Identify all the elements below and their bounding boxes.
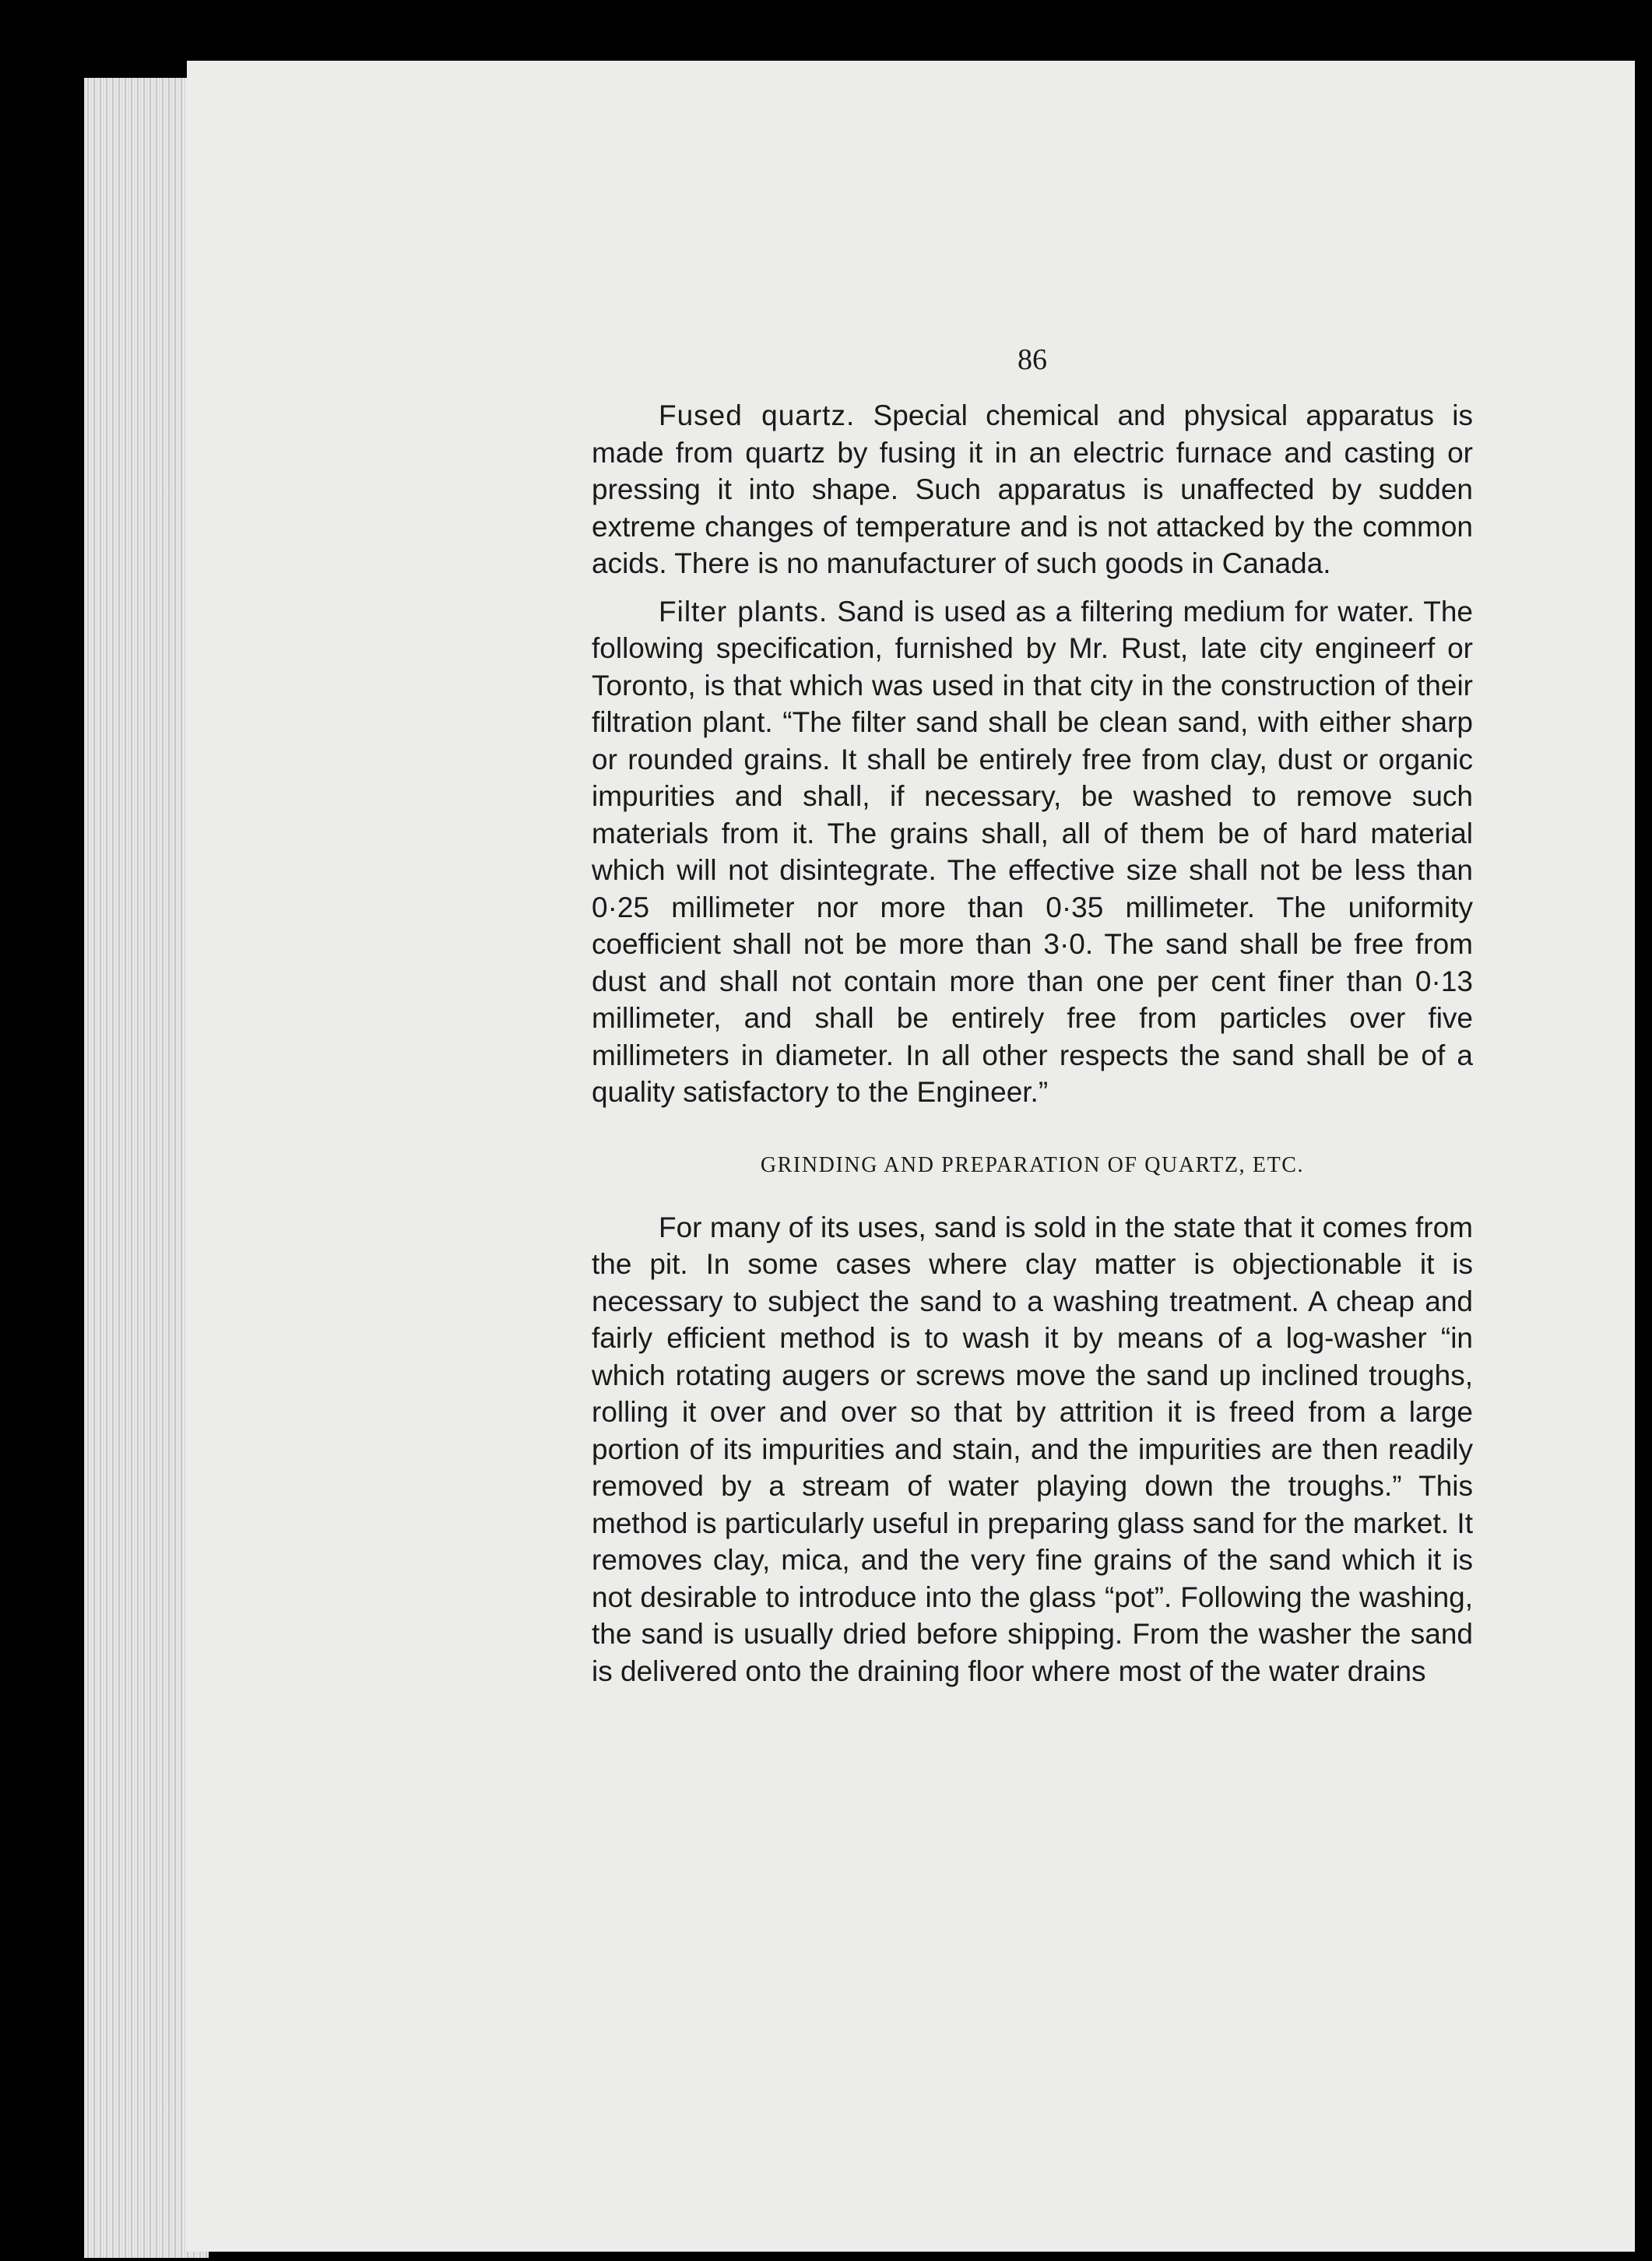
run-in-heading: Fused quartz.	[659, 399, 856, 431]
section-heading: GRINDING AND PREPARATION OF QUARTZ, ETC.	[760, 1152, 1305, 1177]
page-text	[592, 343, 1473, 1700]
paragraph-grinding: For many of its uses, sand is sold in the state that it comes from the pit. In some cases where clay matter is objectionable it is necessary to subject the sand to a washing treatment. A cheap and fairly efficient method is to wash it by means of a log-washer “in which rotating augers or screws move the sand up inclined troughs, rolling it over and over so that by attrition it is freed from a large portion of its impurities and stain, and the impurities are then readily removed by a stream of water playing down the troughs.” This method is particularly useful in preparing glass sand for the market. It removes clay, mica, and the very fine grains of the sand which it is not desirable to introduce into the glass “pot”. Following the washing, the sand is usually dried before shipping. From the washer the sand is delivered onto the draining floor where most of the water drains	[592, 1211, 1473, 1687]
run-in-heading: Filter plants.	[659, 595, 828, 628]
paragraph-filter-plants	[592, 593, 1473, 1111]
paragraph-body: Sand is used as a filtering medium for water. The following specification, furnished by Mr. Rust, late city engineerf or Toronto, is that which was used in that city in the construction of their filtration plant. “The filter sand shall be clean sand, with either sharp or rounded grains. It shall be entirely free from clay, dust or organic impurities and shall, if necessary, be washed to remove such materials from it. The grains shall, all of them be of hard material which will not disintegrate. The effective size shall not be less than 0·25 millimeter nor more than 0·35 millimeter. The uniformity coefficient shall not be more than 3·0. The sand shall be free from dust and shall not contain more than one per cent finer than 0·13 millimeter, and shall be entirely free from particles over five millimeters in diameter. In all other respects the sand shall be of a quality satisfactory to the Engineer.”	[592, 595, 1474, 1108]
paragraph-fused-quartz	[592, 397, 1473, 582]
page-number: 86	[1018, 343, 1047, 376]
paragraph-body: Special chemical and physical apparatus is made from quartz by fusing it in an electric furnace and casting or pressing it into shape. Such apparatus is unaffected by sudden extreme changes of temperature and is not attacked by the common acids. There is no manufacturer of such goods in Canada.	[592, 399, 1473, 579]
